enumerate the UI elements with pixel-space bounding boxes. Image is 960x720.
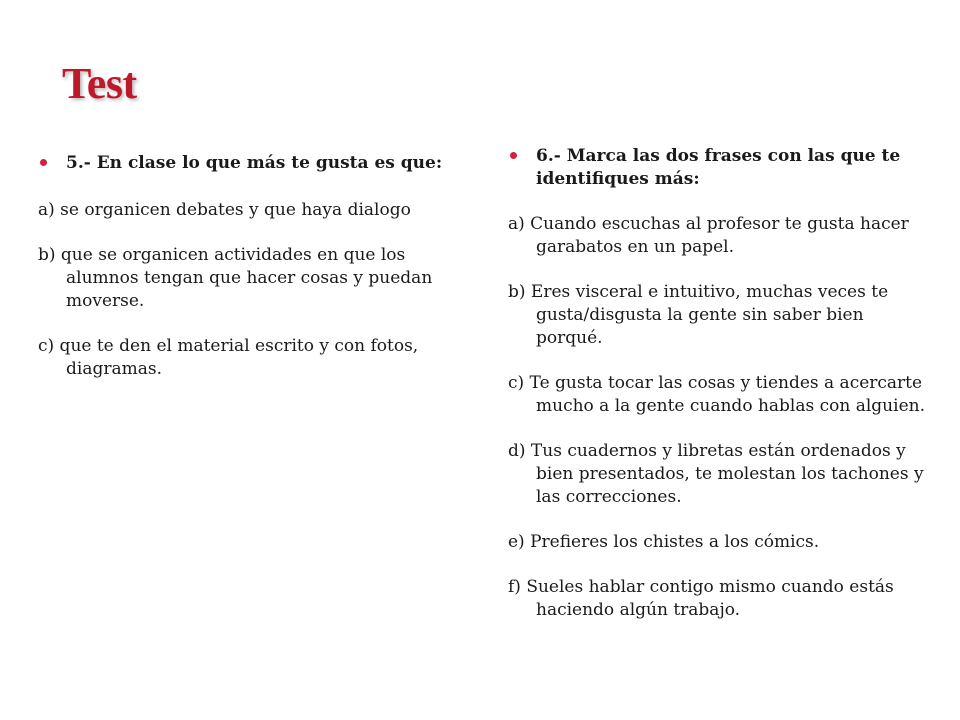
- question-5-option-a: a) se organicen debates y que haya dialogo: [38, 200, 411, 220]
- question-6-option-a: a) Cuando escuchas al profesor te gusta hacer garabatos en un papel.: [508, 214, 909, 257]
- question-5-option-c: c) que te den el material escrito y con fotos, diagramas.: [38, 336, 419, 379]
- left-column: [38, 152, 458, 381]
- question-6-option-b: b) Eres visceral e intuitivo, muchas veces te gusta/disgusta la gente sin saber bien porqué.: [508, 282, 889, 348]
- bullet-dot-icon: [40, 159, 47, 166]
- bullet-dot-icon: [510, 152, 517, 159]
- question-6-text: 6.- Marca las dos frases con las que te identifiques más:: [536, 146, 901, 189]
- question-6: [508, 145, 928, 191]
- slide-title: Test: [62, 59, 137, 108]
- question-6-option-d: d) Tus cuadernos y libretas están ordenados y bien presentados, te molestan los tachones y las correcciones.: [508, 441, 924, 507]
- question-6-option-c: c) Te gusta tocar las cosas y tiendes a acercarte mucho a la gente cuando hablas con alguien.: [508, 373, 925, 416]
- question-5-text: 5.- En clase lo que más te gusta es que:: [66, 153, 443, 173]
- right-column: [508, 145, 928, 622]
- question-5-option-b: b) que se organicen actividades en que los alumnos tengan que hacer cosas y puedan moverse.: [38, 245, 433, 311]
- question-6-option-f: f) Sueles hablar contigo mismo cuando estás haciendo algún trabajo.: [508, 577, 894, 620]
- question-6-option-e: e) Prefieres los chistes a los cómics.: [508, 532, 820, 552]
- question-5: [38, 152, 458, 175]
